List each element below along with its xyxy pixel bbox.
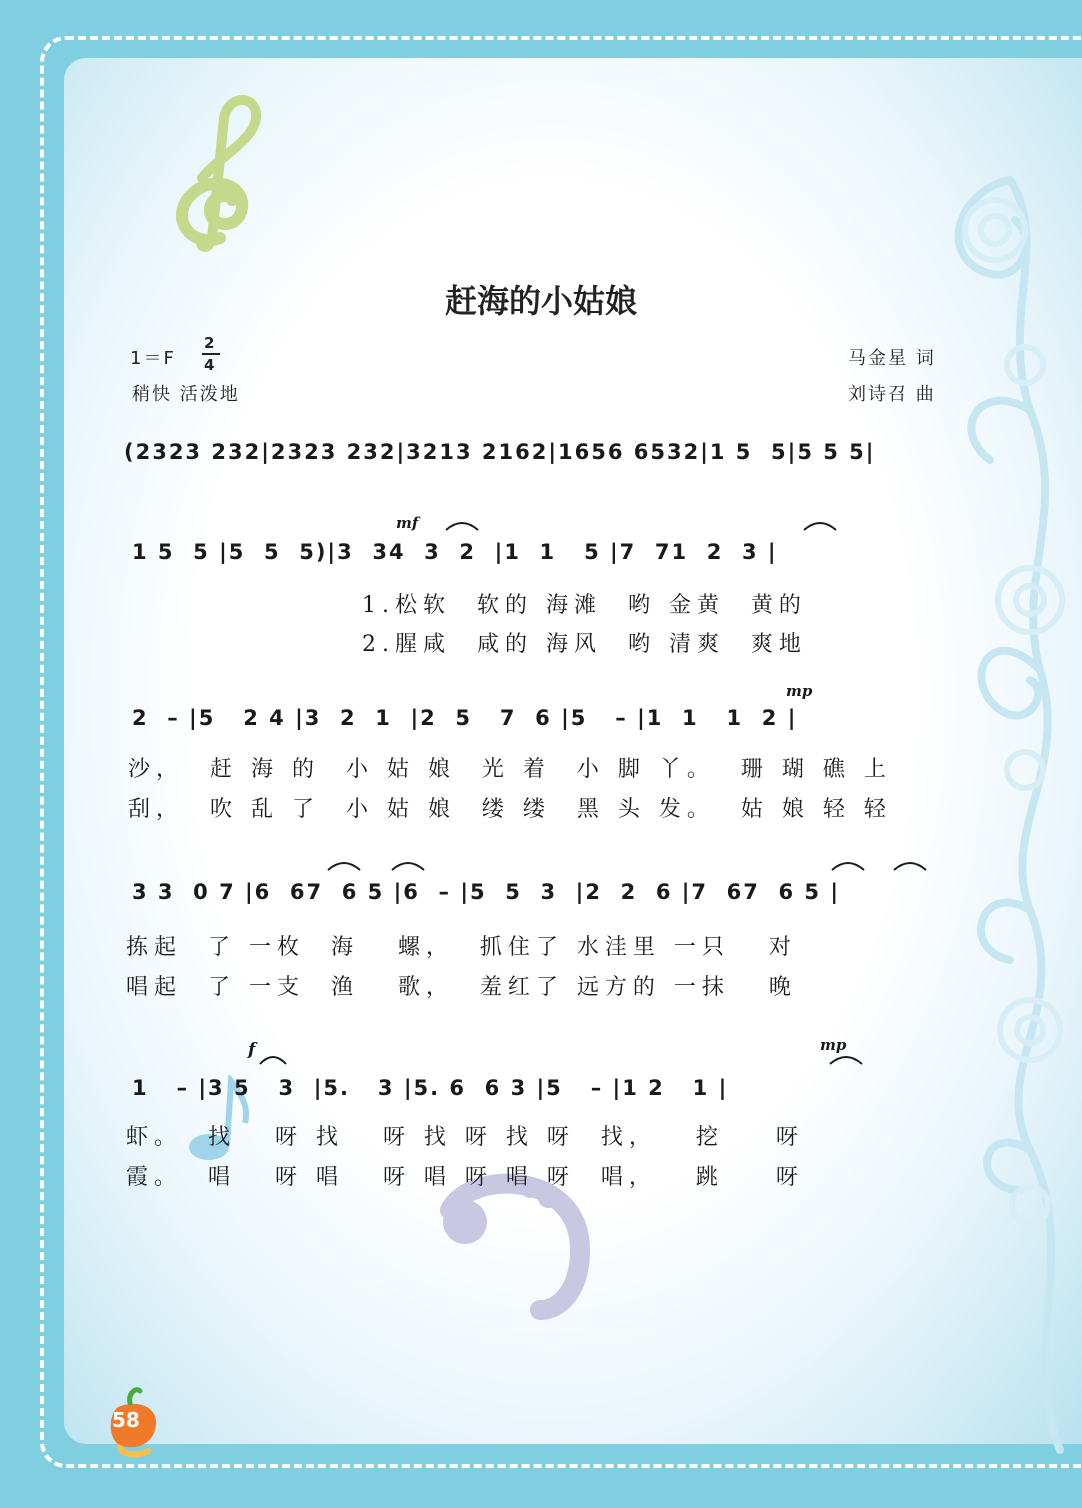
dynamic-f: f [248, 1040, 256, 1060]
slur [802, 518, 838, 532]
time-signature-top: 2 [204, 334, 217, 352]
lyric-row-4-verse-2: 唱起 了 一支 渔 歌， 羞红了 远方的 一抹 晚 [126, 975, 797, 1000]
notation-row-5: 1 – |3 5 3 |5. 3 |5. 6 6 3 |5 – |1 2 1 | [132, 1076, 729, 1100]
dynamic-mf: mf [396, 514, 419, 532]
key-signature: 1＝F [130, 348, 176, 369]
lyric-row-3-verse-1: 沙， 赶 海 的 小 姑 娘 光 着 小 脚 丫。 珊 瑚 礁 上 [128, 757, 892, 782]
song-title: 赶海的小姑娘 [444, 282, 637, 320]
lyricist-credit: 马金星 词 [848, 348, 936, 369]
treble-clef-icon [150, 88, 280, 258]
lyric-row-2-verse-1: 1.松软 软的 海滩 哟 金黄 黄的 [362, 593, 807, 618]
notation-row-2: 1 5 5 |5 5 5)|3 34 3 2 |1 1 5 |7 71 2 3 | [132, 540, 778, 564]
notation-row-3: 2 – |5 2 4 |3 2 1 |2 5 7 6 |5 – |1 1 1 2 | [132, 706, 798, 730]
lyric-row-5-verse-1: 虾。 找 呀 找 呀 找 呀 找 呀 找， 挖 呀 [126, 1125, 804, 1150]
slur [258, 1052, 288, 1066]
slur [830, 858, 866, 872]
notation-row-1: (2323 232|2323 232|3213 2162|1656 6532|1 5 5|5 5 5| [124, 440, 876, 464]
lyric-row-4-verse-1: 拣起 了 一枚 海 螺， 抓住了 水洼里 一只 对 [126, 935, 797, 960]
dynamic-mp: mp [820, 1036, 847, 1054]
slur [444, 518, 480, 532]
lyric-row-3-verse-2: 刮， 吹 乱 了 小 姑 娘 缕 缕 黑 头 发。 姑 娘 轻 轻 [128, 797, 892, 822]
dynamic-mp: mp [786, 682, 813, 700]
lyric-row-2-verse-2: 2.腥咸 咸的 海风 哟 清爽 爽地 [362, 632, 807, 657]
tempo-marking: 稍快 活泼地 [132, 384, 240, 405]
notation-row-4: 3 3 0 7 |6 67 6 5 |6 – |5 5 3 |2 2 6 |7 67 6 5 | [132, 880, 841, 904]
composer-credit: 刘诗召 曲 [848, 384, 936, 405]
slur [390, 858, 426, 872]
lyric-row-5-verse-2: 霞。 唱 呀 唱 呀 唱 呀 唱 呀 唱， 跳 呀 [126, 1165, 804, 1190]
page-number: 58 [112, 1408, 140, 1432]
slur [828, 1052, 864, 1066]
slur [326, 858, 362, 872]
swirl-decoration-icon [920, 150, 1082, 1470]
bass-clef-icon [430, 1170, 600, 1320]
slur [892, 858, 928, 872]
time-signature-bottom: 4 [204, 356, 217, 374]
time-signature-bar [202, 353, 220, 355]
